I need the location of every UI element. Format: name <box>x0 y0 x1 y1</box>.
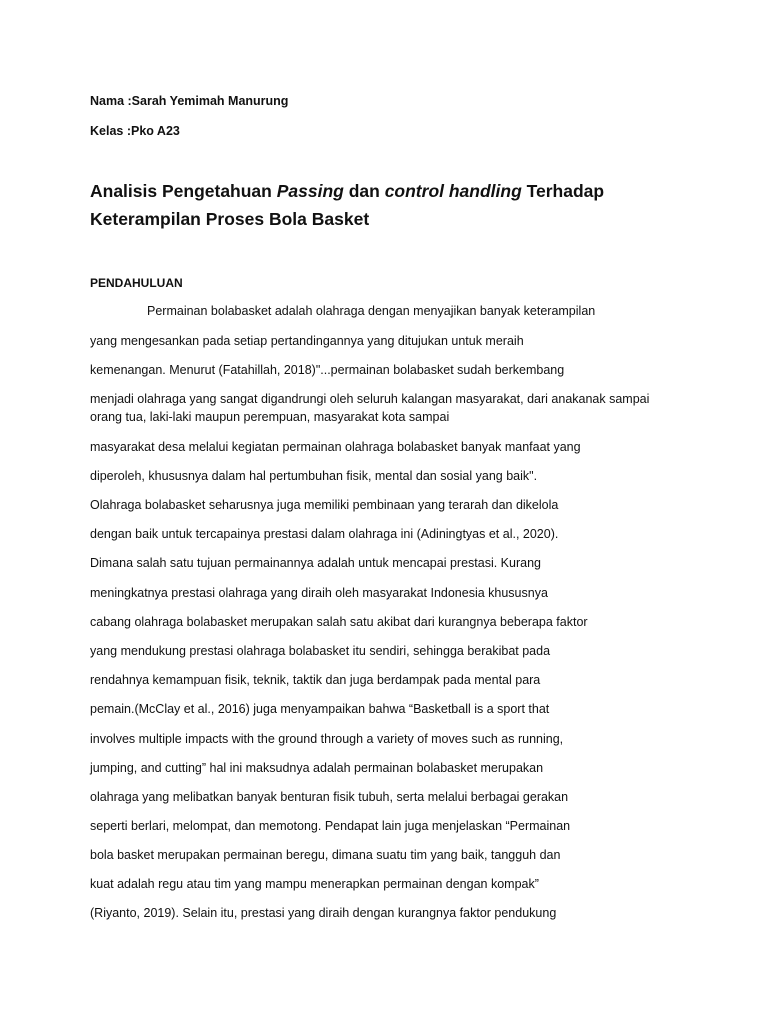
title-italic-passing: Passing <box>276 181 344 201</box>
paragraph-line: kuat adalah regu atau tim yang mampu menerapkan permainan dengan kompak” <box>90 877 539 891</box>
student-name: Nama :Sarah Yemimah Manurung <box>90 94 289 108</box>
paragraph-line: meningkatnya prestasi olahraga yang diraih oleh masyarakat Indonesia khususnya <box>90 586 548 600</box>
paragraph-line: Dimana salah satu tujuan permainannya adalah untuk mencapai prestasi. Kurang <box>90 556 541 570</box>
paragraph-line: yang mengesankan pada setiap pertandingannya yang ditujukan untuk meraih <box>90 334 524 348</box>
paragraph-line: kemenangan. Menurut (Fatahillah, 2018)"...permainan bolabasket sudah berkembang <box>90 363 565 377</box>
paragraph-line: involves multiple impacts with the ground through a variety of moves such as running, <box>90 732 564 746</box>
paragraph-line: pemain.(McClay et al., 2016) juga menyampaikan bahwa “Basketball is a sport that <box>90 702 550 716</box>
paragraph-line: seperti berlari, melompat, dan memotong. Pendapat lain juga menjelaskan “Permainan <box>90 819 571 833</box>
paragraph-line: (Riyanto, 2019). Selain itu, prestasi yang diraih dengan kurangnya faktor pendukung <box>90 906 557 920</box>
title-part-5: Terhadap <box>521 181 605 201</box>
paragraph-line: bola basket merupakan permainan beregu, dimana suatu tim yang baik, tangguh dan <box>90 848 561 862</box>
paragraph-line: jumping, and cutting” hal ini maksudnya adalah permainan bolabasket merupakan <box>90 761 544 775</box>
title-part-1: Analisis Pengetahuan <box>90 181 277 201</box>
paragraph-line: Permainan bolabasket adalah olahraga dengan menyajikan banyak keterampilan <box>147 304 596 318</box>
paragraph-line: cabang olahraga bolabasket merupakan salah satu akibat dari kurangnya beberapa faktor <box>90 615 588 629</box>
section-heading: PENDAHULUAN <box>90 276 183 290</box>
document-title-line-2: Keterampilan Proses Bola Basket <box>90 209 370 229</box>
student-class: Kelas :Pko A23 <box>90 124 180 138</box>
paragraph-line: rendahnya kemampuan fisik, teknik, taktik dan juga berdampak pada mental para <box>90 673 541 687</box>
paragraph-line: dengan baik untuk tercapainya prestasi dalam olahraga ini (Adiningtyas et al., 2020). <box>90 527 559 541</box>
document-title-line-1 <box>90 181 604 202</box>
title-italic-control-handling: control handling <box>384 181 522 201</box>
paragraph-line: orang tua, laki-laki maupun perempuan, masyarakat kota sampai <box>90 410 450 424</box>
paragraph-line: menjadi olahraga yang sangat digandrungi oleh seluruh kalangan masyarakat, dari anakanak sampai <box>90 392 650 406</box>
title-part-3: dan <box>343 181 385 201</box>
paragraph-line: masyarakat desa melalui kegiatan permainan olahraga bolabasket banyak manfaat yang <box>90 440 581 454</box>
paragraph-line: Olahraga bolabasket seharusnya juga memiliki pembinaan yang terarah dan dikelola <box>90 498 559 512</box>
paragraph-line: diperoleh, khususnya dalam hal pertumbuhan fisik, mental dan sosial yang baik". <box>90 469 538 483</box>
paragraph-line: yang mendukung prestasi olahraga bolabasket itu sendiri, sehingga berakibat pada <box>90 644 551 658</box>
paragraph-line: olahraga yang melibatkan banyak benturan fisik tubuh, serta melalui berbagai gerakan <box>90 790 569 804</box>
